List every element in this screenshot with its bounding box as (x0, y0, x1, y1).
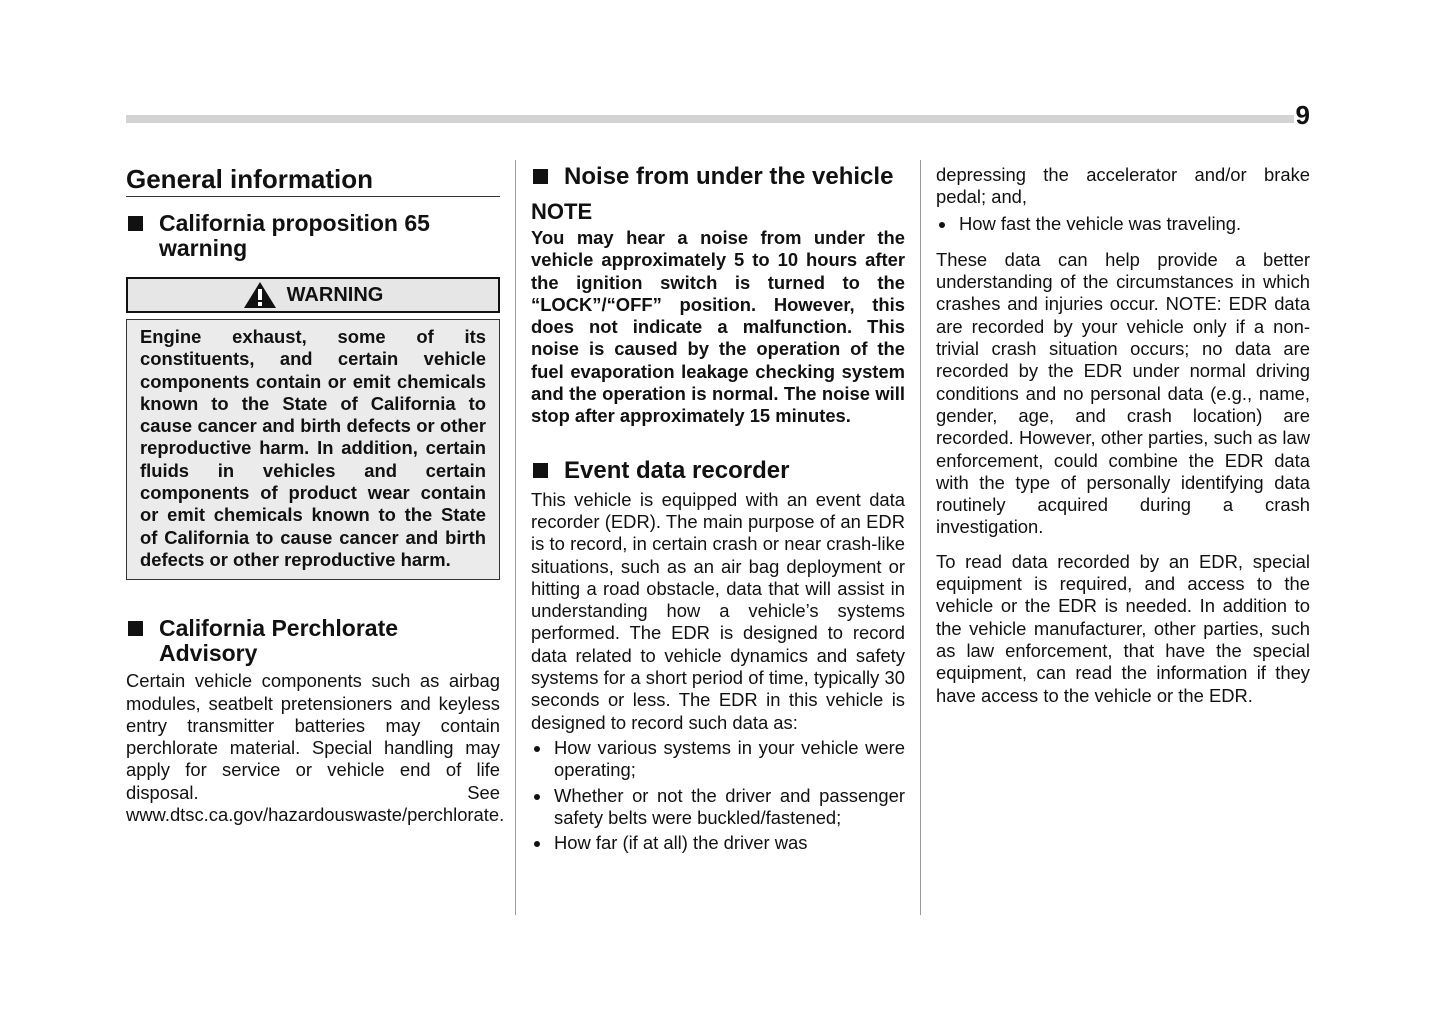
column-2 (531, 160, 905, 854)
bullet-dot-icon (939, 222, 945, 228)
noise-heading: Noise from under the vehicle (531, 164, 905, 189)
perchlorate-heading: California Perchlorate Advisory (126, 616, 500, 666)
edr-text: This vehicle is equipped with an event data recorder (EDR). The main purpose of an EDR is to record, in certain crash or near crash-like situations, such as an air bag deployment or hitting a road obstacle, data that will assist in understanding how a vehicle’s systems performed. The EDR is designed to record data related to vehicle dynamics and safety systems for a short period of time, typically 30 seconds or less. The EDR in this vehicle is designed to record such data as: (531, 488, 905, 733)
warning-banner (126, 277, 500, 313)
warning-text: Engine exhaust, some of its constituents, and certain vehicle components contain or emit chemicals known to the State of California to cause cancer and birth defects or other reproductive harm. In addition, certain fluids in vehicles and certain components of product wear contain or emit chemicals known to the State of California to cause cancer and birth defects or other reproductive harm. (126, 319, 500, 580)
bullet-dot-icon (534, 841, 540, 847)
warning-triangle-icon (243, 281, 277, 309)
column-divider (920, 160, 921, 915)
note-text: You may hear a noise from under the vehicle approximately 5 to 10 hours after the ignition switch is turned to the “LOCK”/“OFF” position. However, this does not indicate a malfunction. This noise is caused by the operation of the fuel evaporation leakage checking system and the operation is normal. The noise will stop after approximately 15 minutes. (531, 227, 905, 427)
square-bullet-icon (533, 463, 548, 478)
square-bullet-icon (128, 216, 143, 231)
section-title: General information (126, 160, 500, 197)
list-item: Whether or not the driver and passenger safety belts were buckled/fastened; (531, 785, 905, 830)
edr-info-paragraph: These data can help provide a better understanding of the circumstances in which crashes and injuries occur. NOTE: EDR data are recorded by your vehicle only if a non-trivial crash situation occurs; no data are recorded by the EDR under normal driving conditions and no personal data (e.g., name, gender, age, and crash location) are recorded. However, other parties, such as law enforcement, could combine the EDR data with the type of personally identifying data routinely acquired during a crash investigation. (936, 248, 1310, 538)
column-3 (936, 160, 1310, 707)
edr-heading: Event data recorder (531, 458, 905, 483)
page-number: 9 (1295, 100, 1310, 130)
continuation-text: depressing the accelerator and/or brake pedal; and, (936, 164, 1310, 208)
bullet-dot-icon (534, 746, 540, 752)
square-bullet-icon (533, 169, 548, 184)
column-divider (515, 160, 516, 915)
prop65-heading: California proposition 65 warning (126, 211, 500, 261)
warning-label: WARNING (286, 283, 384, 306)
bullet-dot-icon (534, 794, 540, 800)
list-item: How fast the vehicle was traveling. (936, 213, 1310, 235)
list-item: How various systems in your vehicle were operating; (531, 737, 905, 782)
square-bullet-icon (128, 621, 143, 636)
column-1 (126, 160, 505, 826)
edr-access-paragraph: To read data recorded by an EDR, special equipment is required, and access to the vehicle or the EDR is needed. In addition to the vehicle manufacturer, other parties, such as law enforcement, that have the special equipment, can read the information if they have access to the vehicle or the EDR. (936, 550, 1310, 706)
list-item: How far (if at all) the driver was (531, 832, 905, 854)
header-rule (126, 115, 1294, 123)
perchlorate-text: Certain vehicle components such as airbag modules, seatbelt pretensioners and keyless entry transmitter batteries may contain perchlorate material. Special handling may apply for service or vehicle end of life disposal. See www.dtsc.ca.gov/hazardouswaste/perchlorate. (126, 670, 505, 826)
note-title: NOTE (531, 199, 593, 224)
